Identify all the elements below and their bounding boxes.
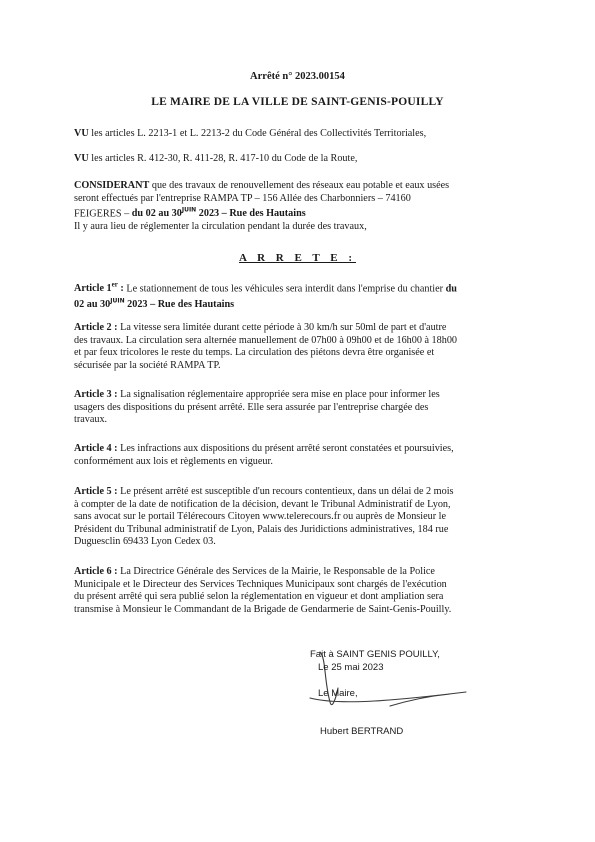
article-label: Article 6 :	[74, 566, 118, 577]
article-text: La vitesse sera limitée durant cette période à 30 km/h sur 50ml de part et d'autre	[117, 322, 447, 333]
signatory-name: Hubert BERTRAND	[320, 726, 404, 737]
arrete-number: Arrêté n° 2023.00154	[250, 71, 345, 82]
article-text: et par feux tricolores le reste du temps. La circulation des piétons devra être organisée et	[74, 347, 435, 358]
considerant-dates: du 02 au $30^{JUIN}$ 2023 – Rue des Hautains	[131, 207, 306, 220]
article-text: du	[445, 283, 457, 295]
article-text: des travaux. La circulation sera alternée manuellement de 07h00 à 09h00 et de 16h00 à 18h00	[74, 334, 458, 346]
article-text: usagers des dispositions du présent arrêté. Elle sera assurée par l'entreprise chargée des	[74, 401, 429, 413]
vu-text: les articles R. 412-30, R. 411-28, R. 417-10 du Code de la Route,	[88, 153, 358, 164]
article-text: Municipale et le Directeur des Services Techniques Municipaux sont chargés de l'exécution	[74, 578, 447, 590]
article-text: Duguesclin 69433 Lyon Cedex 03.	[74, 536, 216, 547]
vu-paragraph-1	[74, 128, 524, 141]
handwritten-month: JUIN	[181, 207, 197, 214]
considerant-line: Il y aura lieu de réglementer la circulation pendant la durée des travaux,	[74, 220, 367, 232]
considerant-line: que des travaux de renouvellement des réseaux eau potable et eaux usées	[149, 180, 450, 191]
article-text: à compter de la date de notification de la décision, devant le Tribunal Administratif de Lyon,	[74, 498, 451, 510]
article-dates: 02 au $30^{JUIN}$ 2023 – Rue des Hautains	[74, 297, 235, 311]
article-label: Article 1er :	[74, 281, 124, 295]
article-text: sécurisée par la société RAMPA TP.	[74, 359, 221, 371]
article-5	[74, 486, 524, 549]
article-2	[74, 322, 524, 372]
article-label: Article 2 :	[74, 322, 118, 333]
considerant-paragraph	[74, 180, 524, 233]
vu-paragraph-2	[74, 153, 524, 166]
article-text: conformément aux lois et règlements en vigueur.	[74, 455, 273, 467]
signature-date: Le 25 mai 2023	[318, 662, 384, 673]
vu-label: VU	[74, 153, 89, 164]
article-label: Article 5 :	[74, 486, 118, 497]
handwritten-month: JUIN	[110, 297, 125, 305]
article-text: sans avocat sur le portail Télérecours Citoyen www.telerecours.fr ou auprès de Monsieur le	[74, 511, 447, 522]
article-text: La signalisation réglementaire appropriée sera mise en place pour informer les	[117, 389, 440, 400]
document-title: LE MAIRE DE LA VILLE DE SAINT-GENIS-POUILLY	[151, 96, 444, 108]
article-label: Article 4 :	[74, 443, 118, 454]
considerant-line: seront effectués par l'entreprise RAMPA TP – 156 Allée des Charbonniers – 74160	[74, 192, 411, 204]
signature-role: Le Maire,	[318, 688, 358, 699]
signature-place: Fait à SAINT GENIS POUILLY,	[310, 649, 440, 660]
article-text: La Directrice Générale des Services de la Mairie, le Responsable de la Police	[117, 566, 435, 577]
article-1	[74, 279, 524, 312]
article-label: Article 3 :	[74, 389, 118, 400]
article-3	[74, 389, 524, 427]
article-text: Les infractions aux dispositions du présent arrêté seront constatées et poursuivies,	[117, 443, 454, 454]
arrete-heading: A R R E T E :	[238, 252, 356, 264]
vu-text: les articles L. 2213-1 et L. 2213-2 du Code Général des Collectivités Territoriales,	[88, 128, 427, 139]
article-6	[74, 566, 524, 616]
considerant-label: CONSIDERANT	[74, 180, 150, 191]
article-4	[74, 443, 524, 468]
considerant-line: FEIGERES –	[74, 208, 132, 220]
article-text: transmise à Monsieur le Commandant de la Brigade de Gendarmerie de Saint-Genis-Pouilly.	[74, 603, 452, 615]
vu-label: VU	[74, 128, 89, 139]
article-text: Président du Tribunal administratif de Lyon, Palais des Juridictions administratives, 184 rue	[74, 523, 449, 535]
article-text: du présent arrêté qui sera publié selon la réglementation en vigueur et dont ampliation sera	[74, 591, 444, 602]
article-text: Le stationnement de tous les véhicules sera interdit dans l'emprise du chantier	[123, 283, 446, 295]
article-text: travaux.	[74, 414, 108, 425]
article-text: Le présent arrêté est susceptible d'un recours contentieux, dans un délai de 2 mois	[117, 486, 454, 497]
